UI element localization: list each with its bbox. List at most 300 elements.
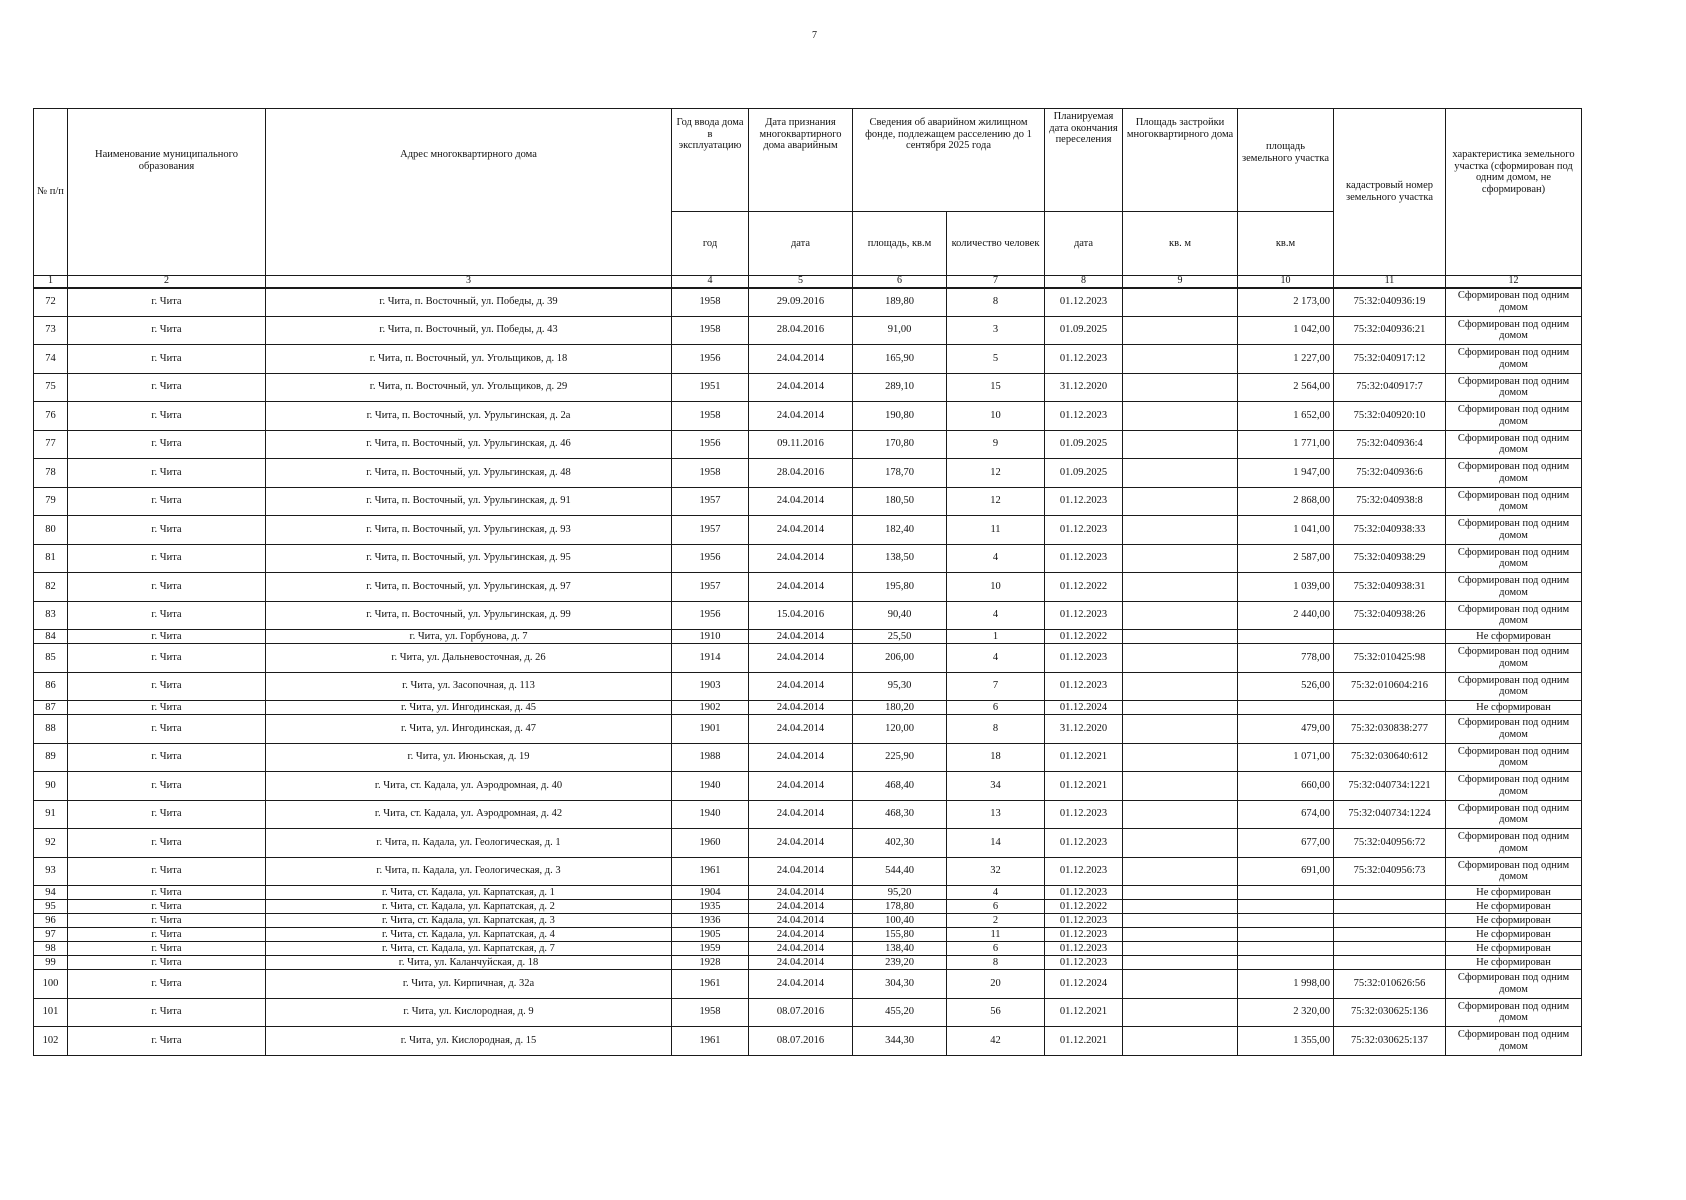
cell-address: г. Чита, ст. Кадала, ул. Карпатская, д. 4	[266, 928, 672, 942]
cell-emergency-area: 180,20	[853, 701, 947, 715]
cell-people-count: 9	[947, 430, 1045, 459]
cell-land-status: Сформирован под одним домом	[1446, 772, 1582, 801]
cell-land-status: Сформирован под одним домом	[1446, 1027, 1582, 1056]
cell-land-area: 2 564,00	[1238, 373, 1334, 402]
cell-emergency-date: 24.04.2014	[749, 772, 853, 801]
table-row	[34, 857, 1582, 886]
cell-municipality: г. Чита	[68, 288, 266, 317]
col-header-address: Адрес многоквартирного дома	[266, 109, 672, 276]
cell-people-count: 15	[947, 373, 1045, 402]
cell-address: г. Чита, п. Восточный, ул. Урульгинская, д. 2а	[266, 402, 672, 431]
cell-people-count: 8	[947, 715, 1045, 744]
cell-row-number: 79	[34, 487, 68, 516]
cell-people-count: 10	[947, 402, 1045, 431]
cell-commission-year: 1988	[672, 743, 749, 772]
cell-municipality: г. Чита	[68, 544, 266, 573]
cell-building-area	[1123, 430, 1238, 459]
table-row	[34, 516, 1582, 545]
cell-land-area: 2 440,00	[1238, 601, 1334, 630]
cell-land-area: 1 039,00	[1238, 573, 1334, 602]
cell-commission-year: 1914	[672, 644, 749, 673]
cell-emergency-area: 344,30	[853, 1027, 947, 1056]
table-row	[34, 288, 1582, 317]
col-header-emergency-fund: Сведения об аварийном жилищном фонде, подлежащем расселению до 1 сентября 2025 года	[853, 109, 1045, 212]
cell-people-count: 10	[947, 573, 1045, 602]
cell-address: г. Чита, п. Кадала, ул. Геологическая, д. 3	[266, 857, 672, 886]
cell-cadastral-number: 75:32:040936:19	[1334, 288, 1446, 317]
cell-municipality: г. Чита	[68, 373, 266, 402]
cell-emergency-area: 304,30	[853, 970, 947, 999]
table-row	[34, 630, 1582, 644]
cell-people-count: 32	[947, 857, 1045, 886]
cell-land-area	[1238, 900, 1334, 914]
cell-address: г. Чита, ст. Кадала, ул. Карпатская, д. 1	[266, 886, 672, 900]
column-number: 5	[749, 276, 853, 288]
col-header-cadastral-number: кадастровый номер земельного участка	[1334, 109, 1446, 276]
cell-land-area: 1 041,00	[1238, 516, 1334, 545]
cell-emergency-date: 08.07.2016	[749, 1027, 853, 1056]
table-row	[34, 373, 1582, 402]
column-number: 4	[672, 276, 749, 288]
cell-land-status: Сформирован под одним домом	[1446, 800, 1582, 829]
cell-municipality: г. Чита	[68, 928, 266, 942]
cell-land-status: Сформирован под одним домом	[1446, 487, 1582, 516]
cell-address: г. Чита, п. Восточный, ул. Урульгинская, д. 91	[266, 487, 672, 516]
cell-address: г. Чита, п. Кадала, ул. Геологическая, д. 1	[266, 829, 672, 858]
cell-land-status: Сформирован под одним домом	[1446, 998, 1582, 1027]
cell-planned-end-date: 01.12.2023	[1045, 601, 1123, 630]
cell-cadastral-number: 75:32:040938:33	[1334, 516, 1446, 545]
cell-commission-year: 1961	[672, 1027, 749, 1056]
cell-emergency-date: 29.09.2016	[749, 288, 853, 317]
cell-building-area	[1123, 715, 1238, 744]
cell-address: г. Чита, п. Восточный, ул. Урульгинская, д. 46	[266, 430, 672, 459]
cell-commission-year: 1951	[672, 373, 749, 402]
cell-land-status: Не сформирован	[1446, 701, 1582, 715]
col-header-municipality: Наименование муниципального образования	[68, 109, 266, 276]
cell-commission-year: 1956	[672, 544, 749, 573]
cell-municipality: г. Чита	[68, 644, 266, 673]
cell-municipality: г. Чита	[68, 942, 266, 956]
cell-cadastral-number: 75:32:040936:6	[1334, 459, 1446, 488]
cell-planned-end-date: 01.09.2025	[1045, 459, 1123, 488]
cell-emergency-date: 24.04.2014	[749, 857, 853, 886]
cell-row-number: 93	[34, 857, 68, 886]
cell-commission-year: 1956	[672, 601, 749, 630]
cell-planned-end-date: 01.12.2022	[1045, 630, 1123, 644]
table-row	[34, 914, 1582, 928]
cell-commission-year: 1935	[672, 900, 749, 914]
cell-row-number: 94	[34, 886, 68, 900]
cell-address: г. Чита, ст. Кадала, ул. Карпатская, д. 3	[266, 914, 672, 928]
cell-emergency-area: 165,90	[853, 345, 947, 374]
cell-row-number: 91	[34, 800, 68, 829]
cell-address: г. Чита, п. Восточный, ул. Победы, д. 43	[266, 316, 672, 345]
cell-people-count: 5	[947, 345, 1045, 374]
cell-row-number: 89	[34, 743, 68, 772]
cell-municipality: г. Чита	[68, 316, 266, 345]
cell-people-count: 8	[947, 956, 1045, 970]
cell-land-status: Сформирован под одним домом	[1446, 573, 1582, 602]
cell-land-status: Не сформирован	[1446, 956, 1582, 970]
cell-cadastral-number: 75:32:040956:73	[1334, 857, 1446, 886]
cell-planned-end-date: 01.12.2022	[1045, 573, 1123, 602]
cell-municipality: г. Чита	[68, 516, 266, 545]
cell-building-area	[1123, 857, 1238, 886]
cell-row-number: 98	[34, 942, 68, 956]
cell-address: г. Чита, ул. Засопочная, д. 113	[266, 672, 672, 701]
cell-cadastral-number	[1334, 630, 1446, 644]
cell-land-area: 1 042,00	[1238, 316, 1334, 345]
cell-land-area	[1238, 956, 1334, 970]
cell-planned-end-date: 01.12.2023	[1045, 487, 1123, 516]
cell-row-number: 97	[34, 928, 68, 942]
cell-commission-year: 1936	[672, 914, 749, 928]
cell-people-count: 8	[947, 288, 1045, 317]
cell-row-number: 81	[34, 544, 68, 573]
cell-land-area	[1238, 928, 1334, 942]
col-header-planned-end: Планируемая дата окончания переселения	[1045, 109, 1123, 212]
cell-row-number: 86	[34, 672, 68, 701]
cell-commission-year: 1958	[672, 998, 749, 1027]
cell-land-status: Не сформирован	[1446, 914, 1582, 928]
cell-emergency-area: 25,50	[853, 630, 947, 644]
cell-emergency-date: 24.04.2014	[749, 573, 853, 602]
cell-building-area	[1123, 928, 1238, 942]
cell-building-area	[1123, 800, 1238, 829]
table-row	[34, 715, 1582, 744]
cell-land-status: Сформирован под одним домом	[1446, 672, 1582, 701]
cell-municipality: г. Чита	[68, 459, 266, 488]
cell-row-number: 80	[34, 516, 68, 545]
cell-municipality: г. Чита	[68, 970, 266, 999]
cell-building-area	[1123, 316, 1238, 345]
cell-emergency-area: 190,80	[853, 402, 947, 431]
cell-land-area: 526,00	[1238, 672, 1334, 701]
cell-commission-year: 1958	[672, 288, 749, 317]
cell-emergency-date: 24.04.2014	[749, 886, 853, 900]
cell-cadastral-number	[1334, 886, 1446, 900]
table-row	[34, 942, 1582, 956]
cell-cadastral-number	[1334, 914, 1446, 928]
cell-land-area: 677,00	[1238, 829, 1334, 858]
cell-address: г. Чита, п. Восточный, ул. Угольщиков, д. 29	[266, 373, 672, 402]
cell-municipality: г. Чита	[68, 800, 266, 829]
cell-address: г. Чита, ул. Горбунова, д. 7	[266, 630, 672, 644]
cell-land-area: 2 320,00	[1238, 998, 1334, 1027]
cell-emergency-area: 468,40	[853, 772, 947, 801]
table-row	[34, 644, 1582, 673]
table-row	[34, 402, 1582, 431]
cell-emergency-date: 24.04.2014	[749, 914, 853, 928]
cell-address: г. Чита, п. Восточный, ул. Победы, д. 39	[266, 288, 672, 317]
cell-people-count: 42	[947, 1027, 1045, 1056]
cell-planned-end-date: 01.12.2023	[1045, 672, 1123, 701]
cell-commission-year: 1956	[672, 345, 749, 374]
column-number: 11	[1334, 276, 1446, 288]
cell-emergency-date: 24.04.2014	[749, 402, 853, 431]
cell-emergency-area: 170,80	[853, 430, 947, 459]
cell-address: г. Чита, ул. Кислородная, д. 15	[266, 1027, 672, 1056]
cell-row-number: 101	[34, 998, 68, 1027]
cell-address: г. Чита, ст. Кадала, ул. Карпатская, д. 7	[266, 942, 672, 956]
cell-people-count: 12	[947, 459, 1045, 488]
cell-emergency-area: 95,30	[853, 672, 947, 701]
cell-cadastral-number: 75:32:010604:216	[1334, 672, 1446, 701]
cell-people-count: 18	[947, 743, 1045, 772]
cell-building-area	[1123, 288, 1238, 317]
cell-land-area: 691,00	[1238, 857, 1334, 886]
cell-planned-end-date: 01.12.2023	[1045, 544, 1123, 573]
subheader-building-sqm: кв. м	[1123, 212, 1238, 276]
cell-emergency-date: 24.04.2014	[749, 516, 853, 545]
cell-emergency-date: 24.04.2014	[749, 800, 853, 829]
subheader-people: количество человек	[947, 212, 1045, 276]
cell-building-area	[1123, 373, 1238, 402]
cell-emergency-area: 178,70	[853, 459, 947, 488]
cell-people-count: 3	[947, 316, 1045, 345]
cell-municipality: г. Чита	[68, 998, 266, 1027]
cell-cadastral-number	[1334, 701, 1446, 715]
cell-emergency-area: 182,40	[853, 516, 947, 545]
cell-planned-end-date: 01.12.2022	[1045, 900, 1123, 914]
table-row	[34, 800, 1582, 829]
cell-municipality: г. Чита	[68, 956, 266, 970]
cell-row-number: 99	[34, 956, 68, 970]
col-header-commission-year: Год ввода дома в эксплуатацию	[672, 109, 749, 212]
cell-cadastral-number: 75:32:040936:21	[1334, 316, 1446, 345]
cell-land-area	[1238, 914, 1334, 928]
cell-emergency-area: 195,80	[853, 573, 947, 602]
cell-land-status: Сформирован под одним домом	[1446, 345, 1582, 374]
cell-address: г. Чита, ул. Кислородная, д. 9	[266, 998, 672, 1027]
cell-municipality: г. Чита	[68, 743, 266, 772]
cell-building-area	[1123, 544, 1238, 573]
cell-emergency-date: 24.04.2014	[749, 701, 853, 715]
cell-row-number: 102	[34, 1027, 68, 1056]
cell-land-area: 1 947,00	[1238, 459, 1334, 488]
cell-emergency-area: 402,30	[853, 829, 947, 858]
cell-cadastral-number: 75:32:040938:31	[1334, 573, 1446, 602]
cell-people-count: 6	[947, 900, 1045, 914]
table-row	[34, 928, 1582, 942]
cell-cadastral-number: 75:32:030625:136	[1334, 998, 1446, 1027]
column-number: 3	[266, 276, 672, 288]
cell-planned-end-date: 31.12.2020	[1045, 715, 1123, 744]
cell-building-area	[1123, 516, 1238, 545]
cell-emergency-date: 15.04.2016	[749, 601, 853, 630]
cell-cadastral-number: 75:32:040917:7	[1334, 373, 1446, 402]
cell-municipality: г. Чита	[68, 914, 266, 928]
table-row	[34, 459, 1582, 488]
cell-land-status: Сформирован под одним домом	[1446, 316, 1582, 345]
table-row	[34, 829, 1582, 858]
cell-cadastral-number	[1334, 928, 1446, 942]
cell-address: г. Чита, ул. Ингодинская, д. 45	[266, 701, 672, 715]
cell-address: г. Чита, ул. Каланчуйская, д. 18	[266, 956, 672, 970]
cell-cadastral-number: 75:32:040938:29	[1334, 544, 1446, 573]
cell-emergency-area: 189,80	[853, 288, 947, 317]
cell-people-count: 14	[947, 829, 1045, 858]
cell-emergency-date: 24.04.2014	[749, 900, 853, 914]
cell-cadastral-number: 75:32:040938:26	[1334, 601, 1446, 630]
cell-planned-end-date: 01.12.2023	[1045, 942, 1123, 956]
cell-land-area: 2 587,00	[1238, 544, 1334, 573]
cell-row-number: 72	[34, 288, 68, 317]
cell-emergency-date: 24.04.2014	[749, 644, 853, 673]
cell-people-count: 13	[947, 800, 1045, 829]
table-row	[34, 345, 1582, 374]
cell-commission-year: 1957	[672, 573, 749, 602]
cell-land-status: Сформирован под одним домом	[1446, 430, 1582, 459]
cell-commission-year: 1958	[672, 316, 749, 345]
cell-land-status: Сформирован под одним домом	[1446, 544, 1582, 573]
cell-emergency-area: 180,50	[853, 487, 947, 516]
cell-row-number: 78	[34, 459, 68, 488]
cell-cadastral-number	[1334, 900, 1446, 914]
cell-building-area	[1123, 970, 1238, 999]
cell-land-status: Сформирован под одним домом	[1446, 970, 1582, 999]
cell-land-status: Сформирован под одним домом	[1446, 402, 1582, 431]
cell-land-status: Не сформирован	[1446, 630, 1582, 644]
cell-building-area	[1123, 644, 1238, 673]
column-number: 7	[947, 276, 1045, 288]
cell-land-area: 479,00	[1238, 715, 1334, 744]
cell-cadastral-number: 75:32:030625:137	[1334, 1027, 1446, 1056]
cell-emergency-date: 24.04.2014	[749, 743, 853, 772]
cell-planned-end-date: 01.12.2023	[1045, 345, 1123, 374]
cell-commission-year: 1956	[672, 430, 749, 459]
cell-municipality: г. Чита	[68, 402, 266, 431]
column-number: 1	[34, 276, 68, 288]
cell-building-area	[1123, 942, 1238, 956]
cell-planned-end-date: 01.12.2021	[1045, 772, 1123, 801]
cell-land-status: Сформирован под одним домом	[1446, 288, 1582, 317]
cell-emergency-date: 24.04.2014	[749, 544, 853, 573]
cell-land-status: Не сформирован	[1446, 928, 1582, 942]
cell-row-number: 82	[34, 573, 68, 602]
cell-municipality: г. Чита	[68, 857, 266, 886]
col-header-land-characteristic: характеристика земельного участка (сформирован под одним домом, не сформирован)	[1446, 109, 1582, 276]
table-row	[34, 900, 1582, 914]
cell-people-count: 2	[947, 914, 1045, 928]
cell-address: г. Чита, п. Восточный, ул. Урульгинская, д. 93	[266, 516, 672, 545]
cell-commission-year: 1959	[672, 942, 749, 956]
table-row	[34, 956, 1582, 970]
col-header-number: № п/п	[34, 109, 68, 276]
cell-land-status: Сформирован под одним домом	[1446, 829, 1582, 858]
cell-emergency-date: 09.11.2016	[749, 430, 853, 459]
cell-commission-year: 1904	[672, 886, 749, 900]
cell-people-count: 4	[947, 886, 1045, 900]
cell-row-number: 85	[34, 644, 68, 673]
cell-people-count: 20	[947, 970, 1045, 999]
cell-building-area	[1123, 573, 1238, 602]
cell-row-number: 96	[34, 914, 68, 928]
cell-planned-end-date: 01.12.2023	[1045, 886, 1123, 900]
cell-commission-year: 1903	[672, 672, 749, 701]
subheader-year: год	[672, 212, 749, 276]
cell-municipality: г. Чита	[68, 430, 266, 459]
table-row	[34, 316, 1582, 345]
cell-emergency-date: 24.04.2014	[749, 672, 853, 701]
cell-commission-year: 1958	[672, 402, 749, 431]
cell-municipality: г. Чита	[68, 630, 266, 644]
cell-municipality: г. Чита	[68, 701, 266, 715]
table-row	[34, 701, 1582, 715]
header-row	[34, 109, 1582, 212]
cell-address: г. Чита, п. Восточный, ул. Урульгинская, д. 95	[266, 544, 672, 573]
cell-land-area: 674,00	[1238, 800, 1334, 829]
cell-emergency-area: 138,50	[853, 544, 947, 573]
cell-emergency-area: 225,90	[853, 743, 947, 772]
cell-row-number: 75	[34, 373, 68, 402]
cell-emergency-date: 24.04.2014	[749, 715, 853, 744]
cell-emergency-area: 138,40	[853, 942, 947, 956]
cell-municipality: г. Чита	[68, 487, 266, 516]
column-number: 9	[1123, 276, 1238, 288]
cell-cadastral-number: 75:32:040917:12	[1334, 345, 1446, 374]
cell-municipality: г. Чита	[68, 715, 266, 744]
column-number: 8	[1045, 276, 1123, 288]
cell-building-area	[1123, 630, 1238, 644]
cell-building-area	[1123, 1027, 1238, 1056]
cell-land-status: Сформирован под одним домом	[1446, 601, 1582, 630]
cell-emergency-area: 91,00	[853, 316, 947, 345]
cell-address: г. Чита, п. Восточный, ул. Урульгинская, д. 99	[266, 601, 672, 630]
cell-emergency-area: 206,00	[853, 644, 947, 673]
cell-address: г. Чита, п. Восточный, ул. Урульгинская, д. 48	[266, 459, 672, 488]
cell-building-area	[1123, 956, 1238, 970]
cell-cadastral-number: 75:32:040734:1224	[1334, 800, 1446, 829]
col-header-building-area: Площадь застройки многоквартирного дома	[1123, 109, 1238, 212]
cell-emergency-date: 24.04.2014	[749, 630, 853, 644]
cell-emergency-date: 24.04.2014	[749, 942, 853, 956]
cell-planned-end-date: 01.12.2023	[1045, 914, 1123, 928]
cell-building-area	[1123, 900, 1238, 914]
cell-land-status: Сформирован под одним домом	[1446, 644, 1582, 673]
cell-planned-end-date: 01.12.2023	[1045, 644, 1123, 673]
cell-address: г. Чита, ул. Дальневосточная, д. 26	[266, 644, 672, 673]
cell-row-number: 100	[34, 970, 68, 999]
table-row	[34, 573, 1582, 602]
cell-land-area: 1 227,00	[1238, 345, 1334, 374]
cell-building-area	[1123, 672, 1238, 701]
emergency-housing-table	[33, 108, 1582, 1056]
cell-planned-end-date: 01.12.2021	[1045, 998, 1123, 1027]
cell-planned-end-date: 01.12.2023	[1045, 800, 1123, 829]
cell-people-count: 4	[947, 544, 1045, 573]
table-row	[34, 1027, 1582, 1056]
cell-land-area: 778,00	[1238, 644, 1334, 673]
col-header-emergency-date: Дата признания многоквартирного дома аварийным	[749, 109, 853, 212]
cell-municipality: г. Чита	[68, 1027, 266, 1056]
cell-row-number: 92	[34, 829, 68, 858]
table-row	[34, 886, 1582, 900]
cell-emergency-date: 24.04.2014	[749, 487, 853, 516]
cell-cadastral-number	[1334, 942, 1446, 956]
cell-municipality: г. Чита	[68, 601, 266, 630]
cell-row-number: 84	[34, 630, 68, 644]
cell-people-count: 4	[947, 644, 1045, 673]
cell-building-area	[1123, 772, 1238, 801]
cell-emergency-date: 28.04.2016	[749, 316, 853, 345]
cell-land-area: 1 652,00	[1238, 402, 1334, 431]
cell-commission-year: 1961	[672, 970, 749, 999]
cell-building-area	[1123, 886, 1238, 900]
cell-planned-end-date: 01.12.2023	[1045, 857, 1123, 886]
table-row	[34, 430, 1582, 459]
